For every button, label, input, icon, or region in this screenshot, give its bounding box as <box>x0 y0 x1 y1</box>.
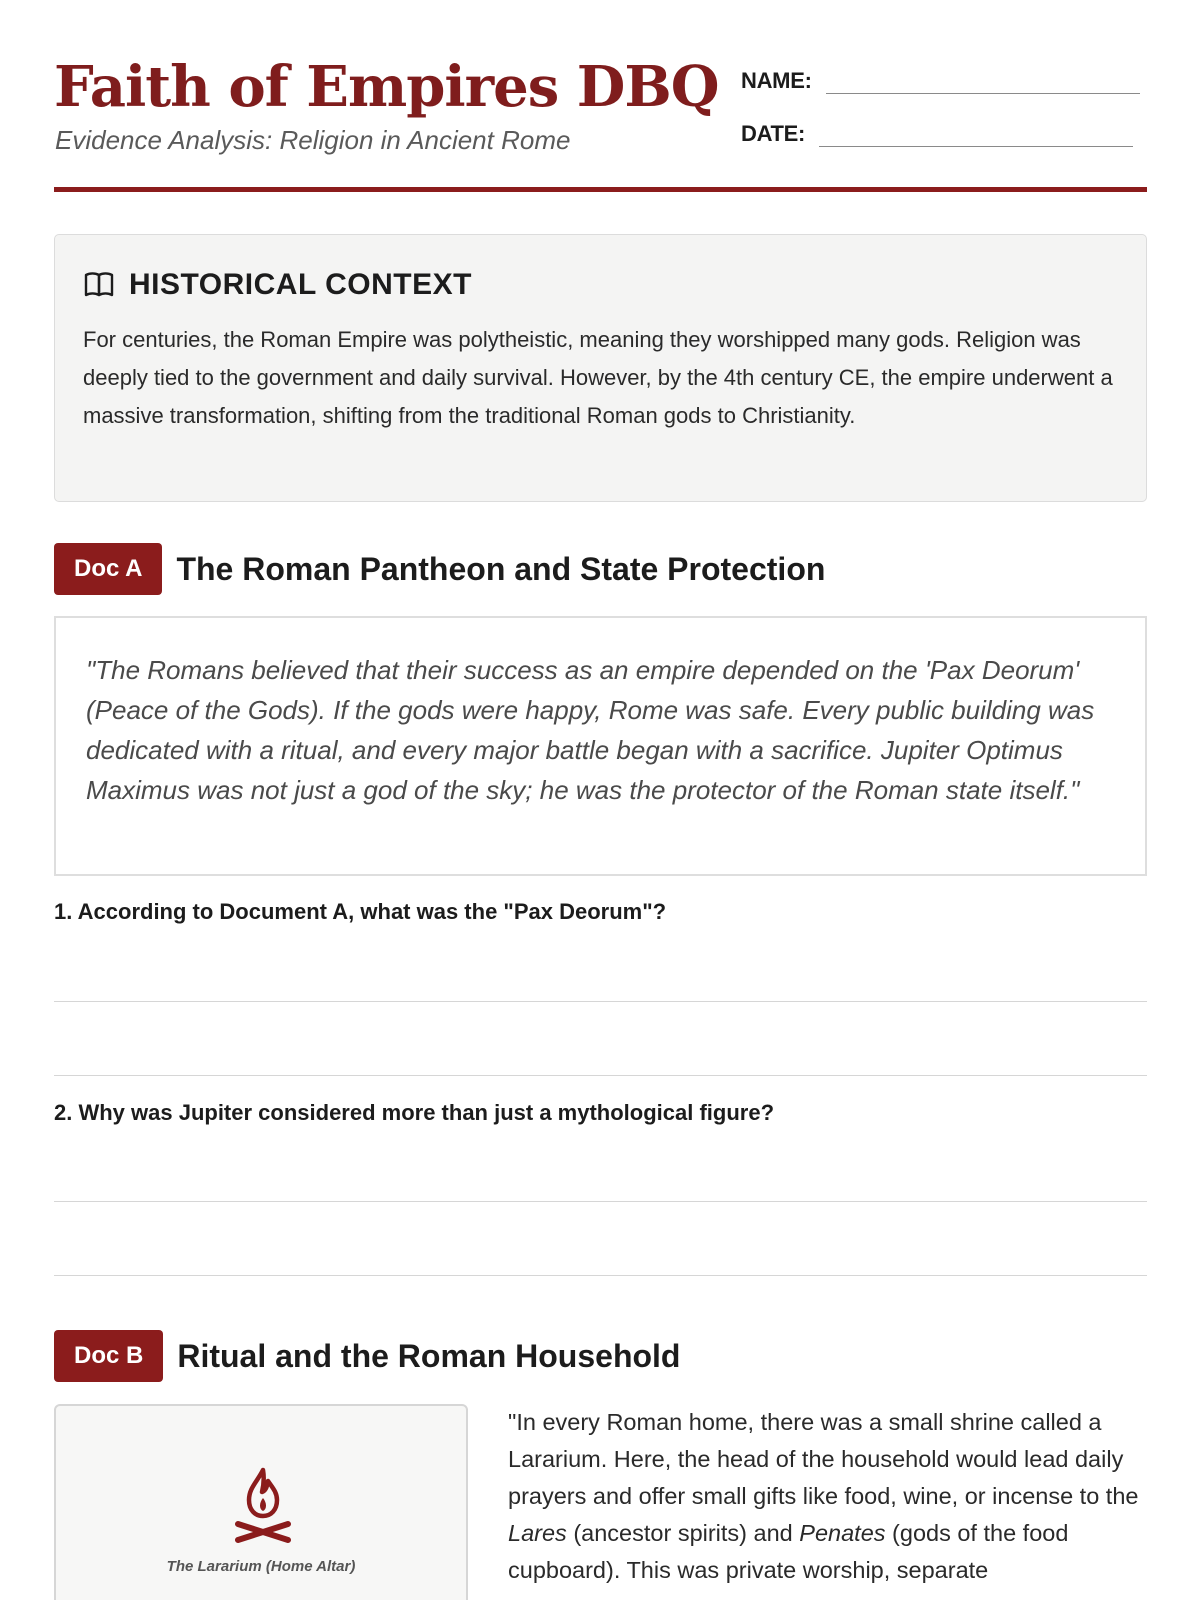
historical-context-title: HISTORICAL CONTEXT <box>129 268 472 301</box>
question-2: 2. Why was Jupiter considered more than just a mythological figure? <box>54 1100 775 1125</box>
answer-line[interactable] <box>54 1075 1147 1076</box>
book-icon <box>83 270 115 300</box>
name-field[interactable] <box>741 68 1140 94</box>
term-lares: Lares <box>508 1520 567 1546</box>
date-label: DATE: <box>741 121 806 146</box>
historical-context-heading <box>83 265 1118 305</box>
doc-a-quote: "The Romans believed that their success as an empire depended on the 'Pax Deorum' (Peace of the Gods). If the gods were happy, Rome was safe. Every public building was dedicated with a ritual, and every major battle began with a sacrifice. Jupiter Optimus Maximus was not just a god of the sky; he was the protector of the Roman state itself." <box>86 655 1095 805</box>
altar-flame-icon <box>232 1466 294 1544</box>
name-label: NAME: <box>741 68 812 93</box>
figure-caption: The Lararium (Home Altar) <box>166 1558 356 1575</box>
worksheet-header <box>54 52 1147 192</box>
doc-b-text-part: "In every Roman home, there was a small shrine called a Lararium. Here, the head of the household would lead daily prayers and offer small gifts like food, wine, or incense to the <box>508 1409 1139 1509</box>
doc-b-text-part: (gods of the food cupboard). This was private worship, separate <box>508 1520 1069 1583</box>
doc-b-text-part: (ancestor spirits) and <box>566 1520 800 1546</box>
doc-b-header <box>54 1330 680 1382</box>
doc-b-badge: Doc B <box>54 1330 163 1382</box>
doc-b-figure <box>54 1404 468 1600</box>
date-field[interactable] <box>741 121 1133 147</box>
worksheet-subtitle: Evidence Analysis: Religion in Ancient Rome <box>55 125 571 155</box>
header-divider <box>54 187 1147 192</box>
doc-b-text <box>508 1404 1148 1589</box>
worksheet-title: Faith of Empires DBQ <box>54 54 719 120</box>
answer-line[interactable] <box>54 1001 1147 1002</box>
doc-a-quote-box <box>54 616 1147 876</box>
historical-context-text: For centuries, the Roman Empire was polytheistic, meaning they worshipped many gods. Religion was deeply tied to the government and daily survival. However, by the 4th century CE, the empire underwent a massive transformation, shifting from the traditional Roman gods to Christianity. <box>83 327 1113 428</box>
term-penates: Penates <box>799 1520 886 1546</box>
answer-line[interactable] <box>54 1201 1147 1202</box>
doc-a-title: The Roman Pantheon and State Protection <box>176 550 826 587</box>
doc-a-badge: Doc A <box>54 543 162 595</box>
doc-a-header <box>54 543 825 595</box>
doc-b-title: Ritual and the Roman Household <box>177 1337 681 1374</box>
name-input-line[interactable] <box>826 68 1140 94</box>
answer-line[interactable] <box>54 1275 1147 1276</box>
question-1: 1. According to Document A, what was the "Pax Deorum"? <box>54 899 667 924</box>
date-input-line[interactable] <box>819 121 1133 147</box>
historical-context-box <box>54 234 1147 502</box>
